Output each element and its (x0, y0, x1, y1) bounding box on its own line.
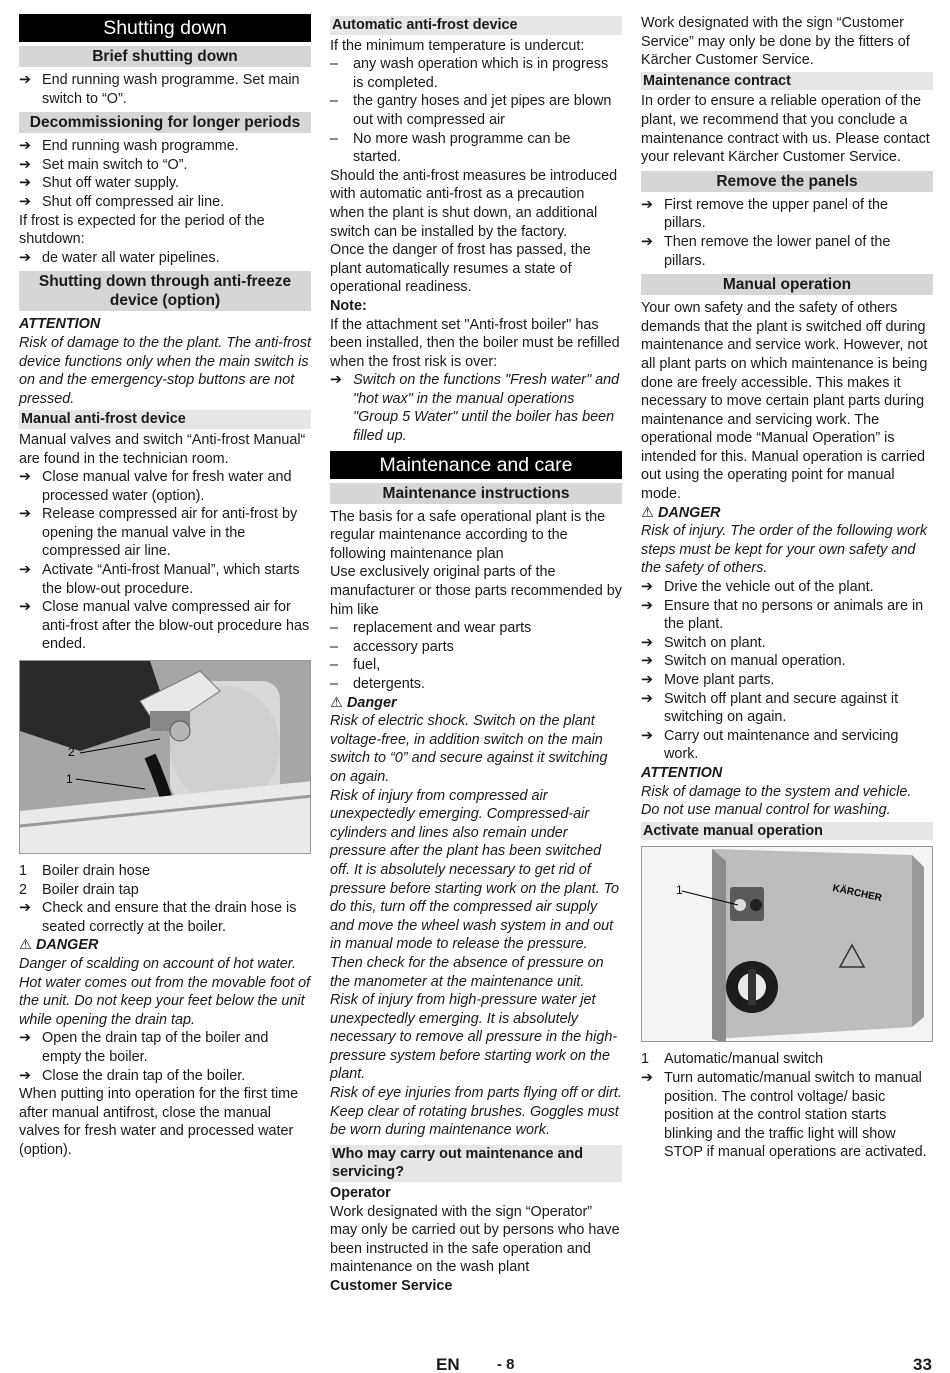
arrow-icon: ➔ (641, 672, 654, 688)
arrow-icon: ➔ (19, 599, 32, 616)
note-title: Note: (330, 297, 367, 314)
step (641, 1069, 933, 1162)
operator-text: Work designated with the sign “Operator” may only be carried out by persons who have been instructed in the safe operation and maintenance on the wash plant (330, 1203, 620, 1276)
dash-glyph: – (330, 93, 339, 110)
step-text: Switch on the functions "Fresh water" and "hot wax" in the manual operations "Group 5 Water" until the boiler has been filled up. (353, 372, 620, 445)
heading-antifreeze: Shutting down through anti-freeze device (option) (19, 271, 311, 311)
paragraph: Manual valves and switch “Anti-frost Manual“ are found in the technician room. (19, 431, 306, 467)
arrow-icon: ➔ (19, 562, 32, 579)
footer-page-number: 33 (913, 1355, 932, 1373)
heading-activate-manual-operation: Activate manual operation (641, 822, 933, 841)
arrow-icon: ➔ (19, 1030, 32, 1047)
danger-text: Risk of injury. The order of the following work steps must be kept for your own safety and the safety of others. (641, 523, 928, 577)
arrow-icon: ➔ (19, 506, 32, 523)
step-text: Close the drain tap of the boiler. (42, 1067, 246, 1084)
step (19, 468, 311, 505)
heading-who-may-carry-out: Who may carry out maintenance and servicing? (330, 1145, 622, 1182)
arrow-icon: ➔ (19, 156, 32, 173)
legend-label: Automatic/manual switch (664, 1051, 824, 1068)
dash-glyph: – (330, 657, 339, 674)
dash-glyph: – (330, 620, 339, 637)
step-text: Ensure that no persons or animals are in the plant. (664, 597, 924, 633)
callout-1: 1 (676, 883, 683, 898)
column-1 (19, 14, 311, 1160)
dash-item (330, 619, 622, 638)
paragraph: If the minimum temperature is undercut: (330, 37, 585, 54)
footer-language: EN (436, 1355, 460, 1373)
step-text: Close manual valve compressed air for anti-frost after the blow-out procedure has ended. (42, 599, 310, 653)
arrow-icon: ➔ (19, 138, 32, 155)
step (19, 71, 311, 108)
arrow-icon: ➔ (641, 1069, 654, 1086)
attention-title: ATTENTION (19, 316, 101, 333)
customer-service-title: Customer Service (330, 1278, 453, 1294)
step-text: Drive the vehicle out of the plant. (664, 579, 874, 596)
callout-1: 1 (66, 772, 73, 787)
danger-text: Risk of injury from compressed air unexpectedly emerging. Compressed-air cylinders and lines also remain under pressure after the plant has been switched off. It is absolutely necessary to get rid of pressure before starting work on the plant. To do this, turn off the compressed air supply and move the wheel wash system in and out in manual mode to release the pressure. Then check for the absence of pressure on the manometer at the maintenance unit. (330, 787, 620, 990)
arrow-icon: ➔ (19, 175, 32, 192)
section-title-shutting-down: Shutting down (19, 14, 311, 42)
paragraph: Once the danger of frost has passed, the plant automatically resumes a state of operational readiness. (330, 242, 591, 296)
legend-label: Boiler drain hose (42, 863, 150, 880)
paragraph: In order to ensure a reliable operation of the plant, we recommend that you conclude a maintenance contract with us. Please contact your relevant Kärcher Customer Service. (641, 93, 930, 166)
step (641, 597, 933, 634)
warning-triangle-icon: ⚠ (330, 694, 343, 711)
heading-automatic-antifrost: Automatic anti-frost device (330, 16, 622, 35)
step (641, 727, 933, 764)
dash-item (330, 55, 622, 92)
danger-text: Risk of eye injuries from parts flying off or dirt. Keep clear of rotating brushes. Goggles must be worn during maintenance work. (330, 1085, 622, 1139)
warning-triangle-icon: ⚠ (19, 937, 32, 954)
step (641, 671, 933, 690)
legend-number: 1 (641, 1051, 650, 1068)
dash-text: replacement and wear parts (353, 620, 532, 637)
step-text: Open the drain tap of the boiler and empty the boiler. (42, 1030, 269, 1065)
paragraph: The basis for a safe operational plant is the regular maintenance according to the following maintenance plan (330, 508, 606, 562)
step (641, 634, 933, 653)
dash-text: accessory parts (353, 638, 454, 655)
step-text: de water all water pipelines. (42, 249, 220, 266)
legend-item (19, 881, 311, 900)
dash-text: detergents. (353, 676, 426, 692)
dash-text: No more wash programme can be started. (353, 130, 571, 166)
danger-title: ⚠ DANGER (641, 504, 721, 521)
legend-item (19, 862, 311, 881)
dash-text: any wash operation which is in progress is completed. (353, 56, 609, 91)
operator-title: Operator (330, 1185, 391, 1202)
arrow-icon: ➔ (641, 597, 654, 614)
arrow-icon: ➔ (641, 690, 654, 707)
heading-brief-shutting-down: Brief shutting down (19, 46, 311, 67)
step-text: Shut off water supply. (42, 175, 180, 192)
step-text: End running wash programme. Set main switch to “O”. (42, 72, 300, 107)
step (19, 505, 311, 561)
step (641, 233, 933, 270)
danger-text: Risk of injury from high-pressure water jet unexpectedly emerging. It is absolutely necessary to remove all pressure in the high-pressure system before starting work on the plant. (330, 992, 618, 1083)
control-cabinet-illustration (642, 847, 933, 1042)
heading-remove-panels: Remove the panels (641, 171, 933, 192)
dash-text: fuel, (353, 657, 381, 674)
step (19, 561, 311, 598)
step-text: Shut off compressed air line. (42, 193, 225, 210)
step-text: Check and ensure that the drain hose is seated correctly at the boiler. (42, 900, 297, 935)
paragraph: Use exclusively original parts of the manufacturer or those parts recommended by him like (330, 564, 622, 618)
warning-triangle-icon: ⚠ (641, 504, 654, 521)
arrow-icon: ➔ (641, 579, 654, 596)
step-text: First remove the upper panel of the pillars. (664, 196, 888, 232)
step-text: Turn automatic/manual switch to manual position. The control voltage/ basic position at the control station starts blinking and the traffic light will show STOP if manual operations are activated. (664, 1069, 927, 1161)
column-2 (330, 14, 622, 1296)
callout-2: 2 (68, 745, 75, 760)
step-text: Set main switch to “O”. (42, 156, 188, 173)
boiler-illustration (20, 661, 311, 854)
danger-title: ⚠ Danger (330, 694, 397, 711)
attention-text: Risk of damage to the the plant. The anti-frost device functions only when the main switch is on and the emergency-stop buttons are not pressed. (19, 334, 311, 407)
step-text: Then remove the lower panel of the pillars. (664, 233, 891, 269)
dash-item (330, 675, 622, 694)
dash-glyph: – (330, 130, 339, 147)
attention-title: ATTENTION (641, 764, 723, 781)
step (19, 1067, 311, 1086)
customer-service-text: Work designated with the sign “Customer Service” may only be done by the fitters of Kärcher Customer Service. (641, 15, 910, 69)
heading-maintenance-contract: Maintenance contract (641, 72, 933, 91)
arrow-icon: ➔ (641, 653, 654, 670)
arrow-icon: ➔ (641, 634, 654, 651)
paragraph: When putting into operation for the first time after manual antifrost, close the manual valves for fresh water and processed water (option). (19, 1086, 299, 1158)
step-text: Move plant parts. (664, 672, 775, 688)
step (19, 899, 311, 936)
control-cabinet-photo (641, 846, 933, 1042)
step (19, 137, 311, 156)
step-text: Release compressed air for anti-frost by opening the manual valve in the compressed air line. (42, 506, 298, 560)
dash-glyph: – (330, 56, 339, 73)
boiler-photo (19, 660, 311, 854)
step-text: Carry out maintenance and servicing work. (664, 727, 899, 763)
step-text: Switch on manual operation. (664, 653, 846, 670)
legend-item (641, 1050, 933, 1069)
arrow-icon: ➔ (19, 469, 32, 486)
note-text: If the attachment set "Anti-frost boiler" has been installed, then the boiler must be refilled when the frost risk is over: (330, 316, 620, 370)
step (19, 156, 311, 175)
arrow-icon: ➔ (19, 72, 32, 88)
step (330, 371, 622, 445)
danger-text: Danger of scalding on account of hot water. Hot water comes out from the movable foot of the unit. Do not keep your feet below the unit while opening the drain tap. (19, 956, 311, 1028)
dash-text: the gantry hoses and jet pipes are blown out with compressed air (353, 93, 612, 128)
heading-decommissioning: Decommissioning for longer periods (19, 112, 311, 133)
danger-text: Risk of electric shock. Switch on the plant voltage-free, in addition switch on the main switch to “0” and secure against it switching on again. (330, 713, 608, 785)
footer-relative-page: - 8 (497, 1356, 515, 1373)
step-text: Close manual valve for fresh water and processed water (option). (42, 469, 292, 504)
step-text: End running wash programme. (42, 138, 239, 155)
arrow-icon: ➔ (641, 196, 654, 213)
heading-manual-antifrost: Manual anti-frost device (19, 410, 311, 429)
step (641, 578, 933, 597)
step (19, 249, 311, 268)
arrow-icon: ➔ (19, 900, 32, 917)
arrow-icon: ➔ (19, 249, 32, 266)
danger-title: ⚠ DANGER (19, 937, 99, 954)
heading-manual-operation: Manual operation (641, 274, 933, 295)
step (19, 174, 311, 193)
arrow-icon: ➔ (19, 193, 32, 210)
step (19, 598, 311, 654)
dash-item (330, 638, 622, 657)
dash-item (330, 656, 622, 675)
step (641, 652, 933, 671)
dash-glyph: – (330, 676, 339, 692)
section-title-maintenance: Maintenance and care (330, 451, 622, 479)
paragraph: If frost is expected for the period of the shutdown: (19, 212, 265, 248)
step-text: Activate “Anti-frost Manual”, which starts the blow-out procedure. (42, 562, 300, 597)
dash-item (330, 130, 622, 167)
step (19, 1029, 311, 1066)
dash-item (330, 92, 622, 129)
paragraph: Should the anti-frost measures be introduced with automatic anti-frost as a precaution when the plant is shut down, an additional switch can be installed by the factory. (330, 167, 618, 240)
arrow-icon: ➔ (641, 233, 654, 250)
paragraph: Your own safety and the safety of others demands that the plant is switched off during maintenance and service work. However, not all plant parts on which maintenance is being done are freely accessible. This makes it necessary to move certain plant parts during maintenance and servicing work. The operational mode “Manual Operation” is intended for this. Manual operation is carried out using the operating point for manual mode. (641, 300, 928, 503)
column-3 (641, 14, 933, 1162)
arrow-icon: ➔ (330, 372, 343, 389)
arrow-icon: ➔ (19, 1067, 32, 1084)
legend-label: Boiler drain tap (42, 881, 139, 898)
step-text: Switch on plant. (664, 634, 766, 651)
attention-text: Risk of damage to the system and vehicle. Do not use manual control for washing. (641, 783, 912, 819)
step (641, 196, 933, 233)
dash-glyph: – (330, 638, 339, 655)
arrow-icon: ➔ (641, 727, 654, 744)
step (641, 690, 933, 727)
legend-number: 2 (19, 881, 28, 898)
kaercher-logo: KÄRCHER (831, 883, 883, 905)
heading-maintenance-instructions: Maintenance instructions (330, 483, 622, 504)
step (19, 193, 311, 212)
legend-number: 1 (19, 863, 28, 880)
step-text: Switch off plant and secure against it switching on again. (664, 690, 899, 726)
